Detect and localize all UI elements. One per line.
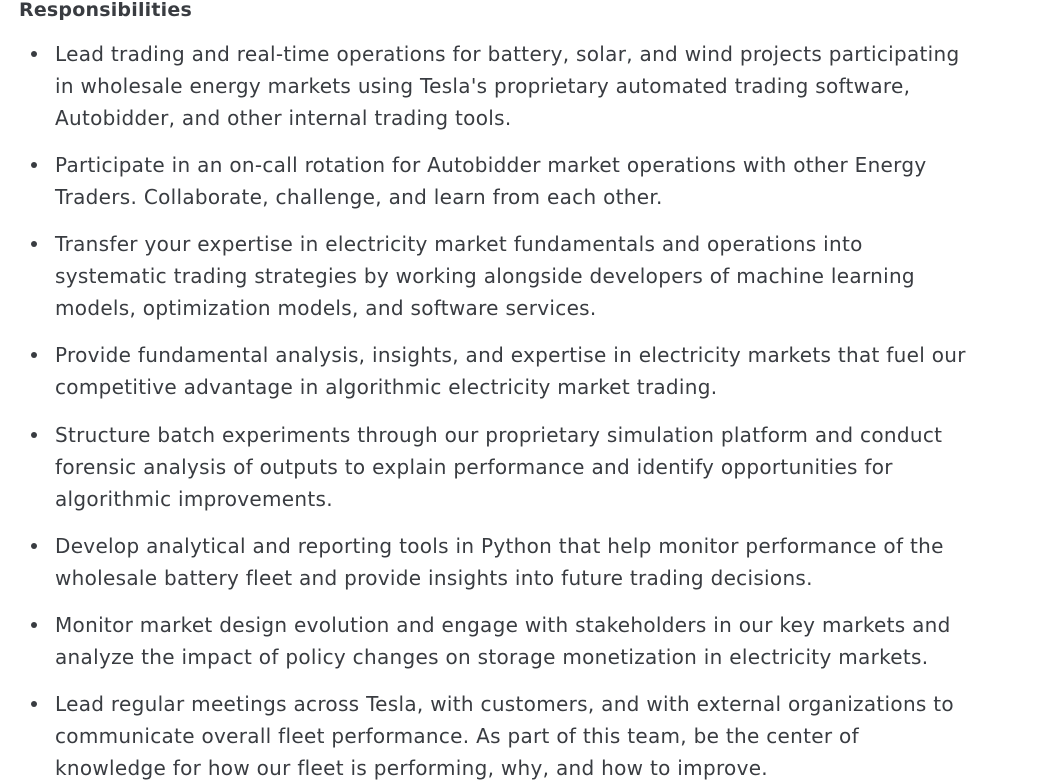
bullet-icon bbox=[31, 241, 37, 247]
list-item-text: Provide fundamental analysis, insights, and expertise in electricity markets that fuel our competitive advantage in algorithmic electricity market trading. bbox=[55, 343, 966, 399]
bullet-icon bbox=[31, 352, 37, 358]
bullet-icon bbox=[31, 701, 37, 707]
section-heading: Responsibilities bbox=[19, 0, 192, 21]
list-item-text: Structure batch experiments through our proprietary simulation platform and conduct forensic analysis of outputs to explain performance and identify opportunities for algorithmic improvements. bbox=[55, 423, 943, 511]
bullet-icon bbox=[31, 543, 37, 549]
bullet-icon bbox=[31, 622, 37, 628]
list-item-text: Participate in an on-call rotation for Autobidder market operations with other Energy Traders. Collaborate, challenge, and learn from each other. bbox=[55, 153, 927, 209]
bullet-icon bbox=[31, 162, 37, 168]
bullet-icon bbox=[31, 432, 37, 438]
list-item-text: Lead regular meetings across Tesla, with customers, and with external organizations to communicate overall fleet performance. As part of this team, be the center of knowledge for how our fleet is performing, why, and how to improve. bbox=[55, 692, 954, 780]
list-item-text: Lead trading and real-time operations for battery, solar, and wind projects participating in wholesale energy markets using Tesla's proprietary automated trading software, Autobidder, and other internal trading tools. bbox=[55, 42, 960, 130]
list-item-text: Transfer your expertise in electricity market fundamentals and operations into systematic trading strategies by working alongside developers of machine learning models, optimization models, and software services. bbox=[55, 232, 915, 320]
list-item-text: Monitor market design evolution and engage with stakeholders in our key markets and analyze the impact of policy changes on storage monetization in electricity markets. bbox=[55, 613, 951, 669]
bullet-icon bbox=[31, 51, 37, 57]
list-item-text: Develop analytical and reporting tools in Python that help monitor performance of the wholesale battery fleet and provide insights into future trading decisions. bbox=[55, 534, 944, 590]
